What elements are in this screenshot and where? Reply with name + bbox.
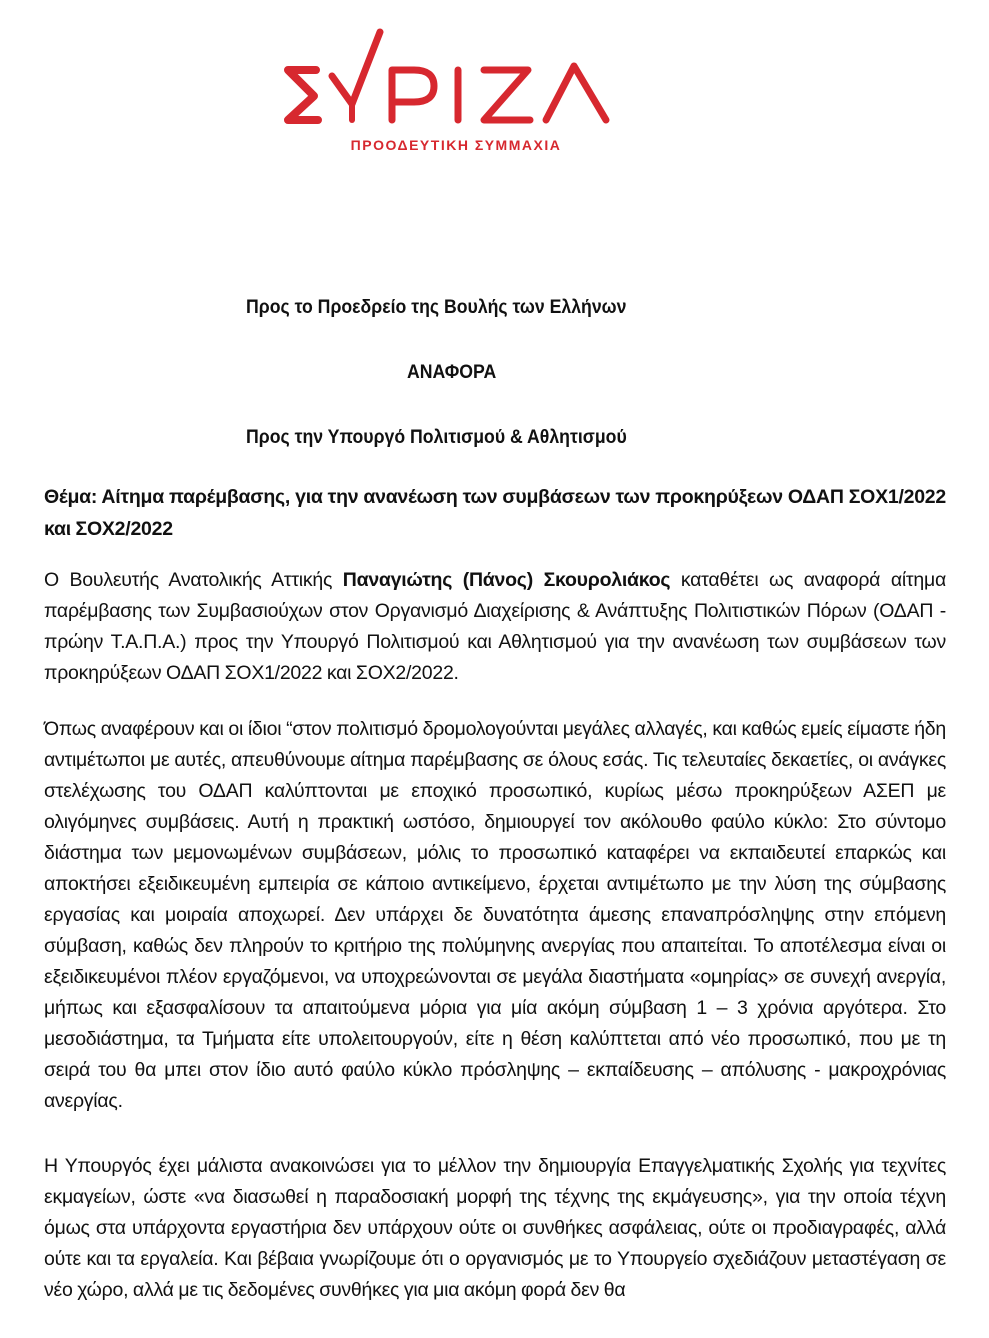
recipient-line: Προς την Υπουργό Πολιτισμού & Αθλητισμού bbox=[246, 427, 627, 448]
syriza-logo bbox=[280, 20, 640, 160]
syriza-logo-graphic bbox=[280, 20, 640, 160]
mp-name: Παναγιώτης (Πάνος) Σκουρολιάκος bbox=[342, 569, 671, 591]
paragraph-intro bbox=[44, 565, 946, 689]
paragraph-minister: Η Υπουργός έχει μάλιστα ανακοινώσει για το μέλλον την δημιουργία Επαγγελματικής Σχολής για τεχνίτες εκμαγείων, ώστε «να διασωθεί η παραδοσιακή μορφή της τέχνης της εκμάγευσης», για την οποία τέχνη όμως στα υπάρχοντα εργαστήρια δεν υπάρχουν ούτε οι συνθήκες ασφάλειας, ούτε οι προδιαγραφές, αλλά ούτε και τα εργαλεία. Και βέβαια γνωρίζουμε ότι ο οργανισμός με το Υπουργείο σχεδιάζουν μεταστέγαση σε νέο χώρο, αλλά με τις δεδομένες συνθήκες για μια ακόμη φορά δεν θα bbox=[44, 1155, 946, 1301]
intro-prefix: Ο Βουλευτής Ανατολικής Αττικής bbox=[44, 569, 343, 591]
addressee-line: Προς το Προεδρείο της Βουλής των Ελλήνων bbox=[246, 297, 627, 318]
intro-rest: καταθέτει ως αναφορά αίτημα παρέμβασης των Συμβασιούχων στον Οργανισμό Διαχείρισης & Ανάπτυξης Πολιτιστικών Πόρων (ΟΔΑΠ - πρώην Τ.Α.Π.Α.) προς την Υπουργό Πολιτισμού και Αθλητισμού για την ανανέωση των συμβάσεων των προκηρύξεων ΟΔΑΠ ΣΟΧ1/2022 και ΣΟΧ2/2022. bbox=[44, 569, 946, 684]
subject-line: Θέμα: Αίτημα παρέμβασης, για την ανανέωση των συμβάσεων των προκηρύξεων ΟΔΑΠ ΣΟΧ1/2022 και ΣΟΧ2/2022 bbox=[44, 486, 946, 540]
logo-tagline: ΠΡΟΟΔΕΥΤΙΚΗ ΣΥΜΜΑΧΙΑ bbox=[350, 137, 562, 153]
document-type: ΑΝΑΦΟΡΑ bbox=[407, 362, 497, 383]
paragraph-quote: Όπως αναφέρουν και οι ίδιοι “στον πολιτισμό δρομολογούνται μεγάλες αλλαγές, και καθώς εμείς είμαστε ήδη αντιμέτωποι με αυτές, απευθύνουμε αίτημα παρέμβασης σε όλους εσάς. Τις τελευταίες δεκαετίες, οι ανάγκες στελέχωσης του ΟΔΑΠ καλύπτονται με εποχικό προσωπικό, κυρίως μέσω προκηρύξεων ΑΣΕΠ με ολιγόμηνες συμβάσεις. Αυτή η πρακτική ωστόσο, δημιουργεί τον ακόλουθο φαύλο κύκλο: Στο σύντομο διάστημα των μεμονωμένων συμβάσεων, μόλις το προσωπικό καταφέρει να εκπαιδευτεί επαρκώς και αποκτήσει εξειδικευμένη εμπειρία σε κάποιο αντικείμενο, έρχεται αντιμέτωπο με την λύση της σύμβασης εργασίας και μοιραία αποχωρεί. Δεν υπάρχει δε δυνατότητα άμεσης επαναπρόσληψης στην επόμενη σύμβαση, καθώς δεν πληρούν το κριτήριο της πολύμηνης ανεργίας που απαιτείται. Το αποτέλεσμα είναι οι εξειδικευμένοι πλέον εργαζόμενοι, να υποχρεώνονται σε μεγάλα διαστήματα «ομηρίας» σε συνεχή ανεργία, μήπως και εξασφαλίσουν τα απαιτούμενα μόρια για μία ακόμη σύμβαση 1 – 3 χρόνια αργότερα. Στο μεσοδιάστημα, τα Τμήματα είτε υπολειτουργούν, είτε η θέση καλύπτεται από νέο προσωπικό, που με τη σειρά του θα μπει στον ίδιο αυτό φαύλο κύκλο πρόσληψης – εκπαίδευσης – απόλυσης - μακροχρόνιας ανεργίας. bbox=[44, 718, 946, 1112]
